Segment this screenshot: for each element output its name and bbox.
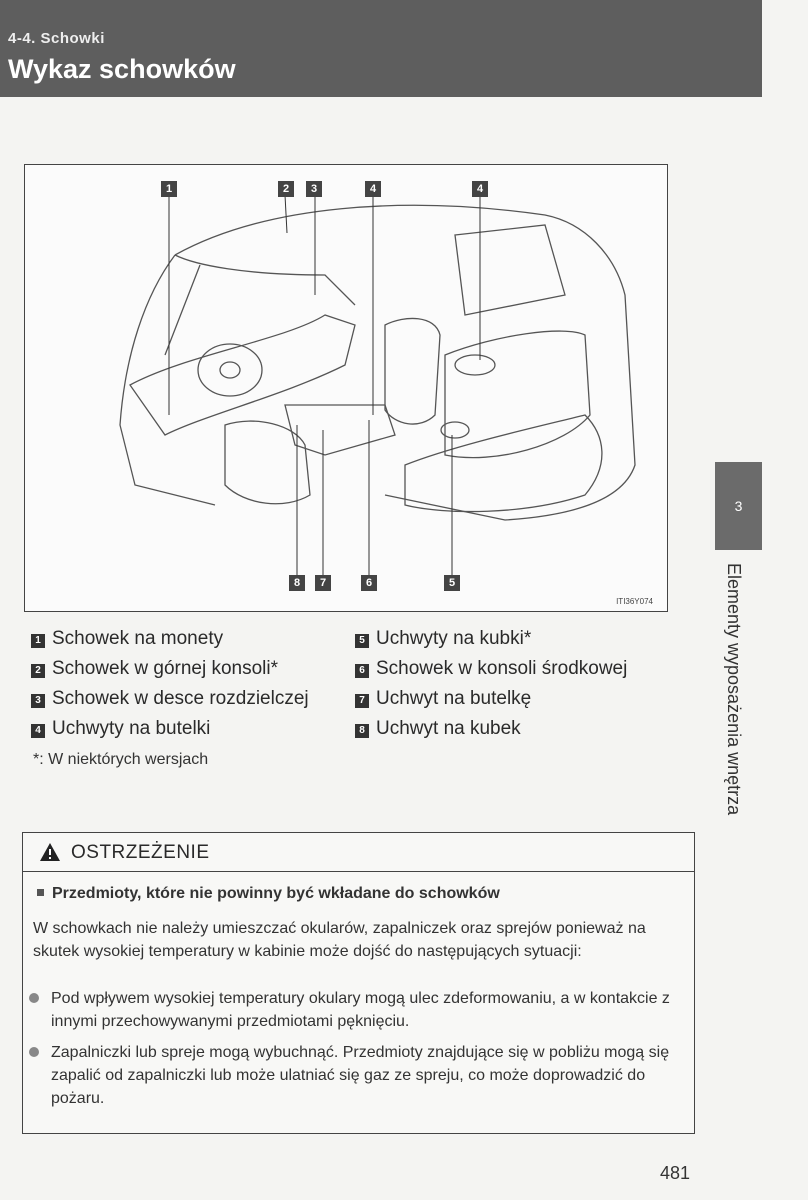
page-header [0,0,762,97]
warning-bullet [29,987,673,1033]
warning-heading [37,885,500,903]
bullet-text: Zapalniczki lub spreje mogą wybuchnąć. Przedmioty znajdujące się w pobliżu mogą się zapalić od zapalniczki lub może ulatniać się gaz ze spreju, co może doprowadzić do pożaru. [51,1044,670,1107]
legend-number: 2 [31,664,45,678]
callout-6: 6 [361,575,377,591]
callout-7: 7 [315,575,331,591]
warning-heading-text: Przedmioty, które nie powinny być wkładane do schowków [52,885,500,902]
square-bullet-icon [37,889,44,896]
callout-1: 1 [161,181,177,197]
legend-item [355,624,627,654]
legend-number: 1 [31,634,45,648]
legend-item [31,684,309,714]
warning-box [22,832,695,1134]
section-label: 4-4. Schowki [8,30,105,47]
legend-text: Schowek na monety [52,628,224,649]
callout-8: 8 [289,575,305,591]
bullet-dot-icon [29,1047,39,1057]
legend-right [355,624,627,744]
callout-2: 2 [278,181,294,197]
chapter-number: 3 [734,498,743,514]
car-interior-illustration [24,164,668,612]
legend-number: 6 [355,664,369,678]
figure-ref: ITI36Y074 [616,597,653,606]
bullet-text: Pod wpływem wysokiej temperatury okulary mogą ulec zdeformowaniu, a w kontakcie z innymi przechowywanymi przedmiotami pęknięciu. [51,990,670,1030]
footnote: *: W niektórych wersjach [33,751,209,768]
legend-text: Schowek w konsoli środkowej [376,658,628,679]
warning-title: OSTRZEŻENIE [71,842,210,863]
callout-3: 3 [306,181,322,197]
legend-item [31,714,309,744]
callout-5: 5 [444,575,460,591]
legend-text: Uchwyty na kubki* [376,628,532,649]
legend-item [31,624,309,654]
page-number: 481 [660,1163,691,1183]
legend-item [355,714,627,744]
legend-number: 5 [355,634,369,648]
legend-text: Uchwyty na butelki [52,718,211,739]
legend-text: Uchwyt na butelkę [376,688,532,709]
warning-header [23,833,694,872]
legend-item [31,654,309,684]
callout-4-front: 4 [365,181,381,197]
warning-intro: W schowkach nie należy umieszczać okularów, zapalniczek oraz sprejów ponieważ na skutek wysokiej temperatury w kabinie może dojść do następujących sytuacji: [33,920,646,960]
warning-triangle-icon [39,842,61,862]
warning-bullet [29,1041,673,1110]
chapter-title: Elementy wyposażenia wnętrza [724,563,744,816]
legend-number: 4 [31,724,45,738]
legend-text: Uchwyt na kubek [376,718,521,739]
legend-item [355,684,627,714]
legend-text: Schowek w desce rozdzielczej [52,688,309,709]
page-title: Wykaz schowków [8,54,236,84]
car-interior-drawing [25,165,667,611]
legend-text: Schowek w górnej konsoli* [52,658,279,679]
legend-item [355,654,627,684]
legend-number: 8 [355,724,369,738]
legend-left [31,624,309,744]
callout-4-rear: 4 [472,181,488,197]
bullet-dot-icon [29,993,39,1003]
legend-number: 7 [355,694,369,708]
legend-number: 3 [31,694,45,708]
chapter-tab [715,462,762,550]
